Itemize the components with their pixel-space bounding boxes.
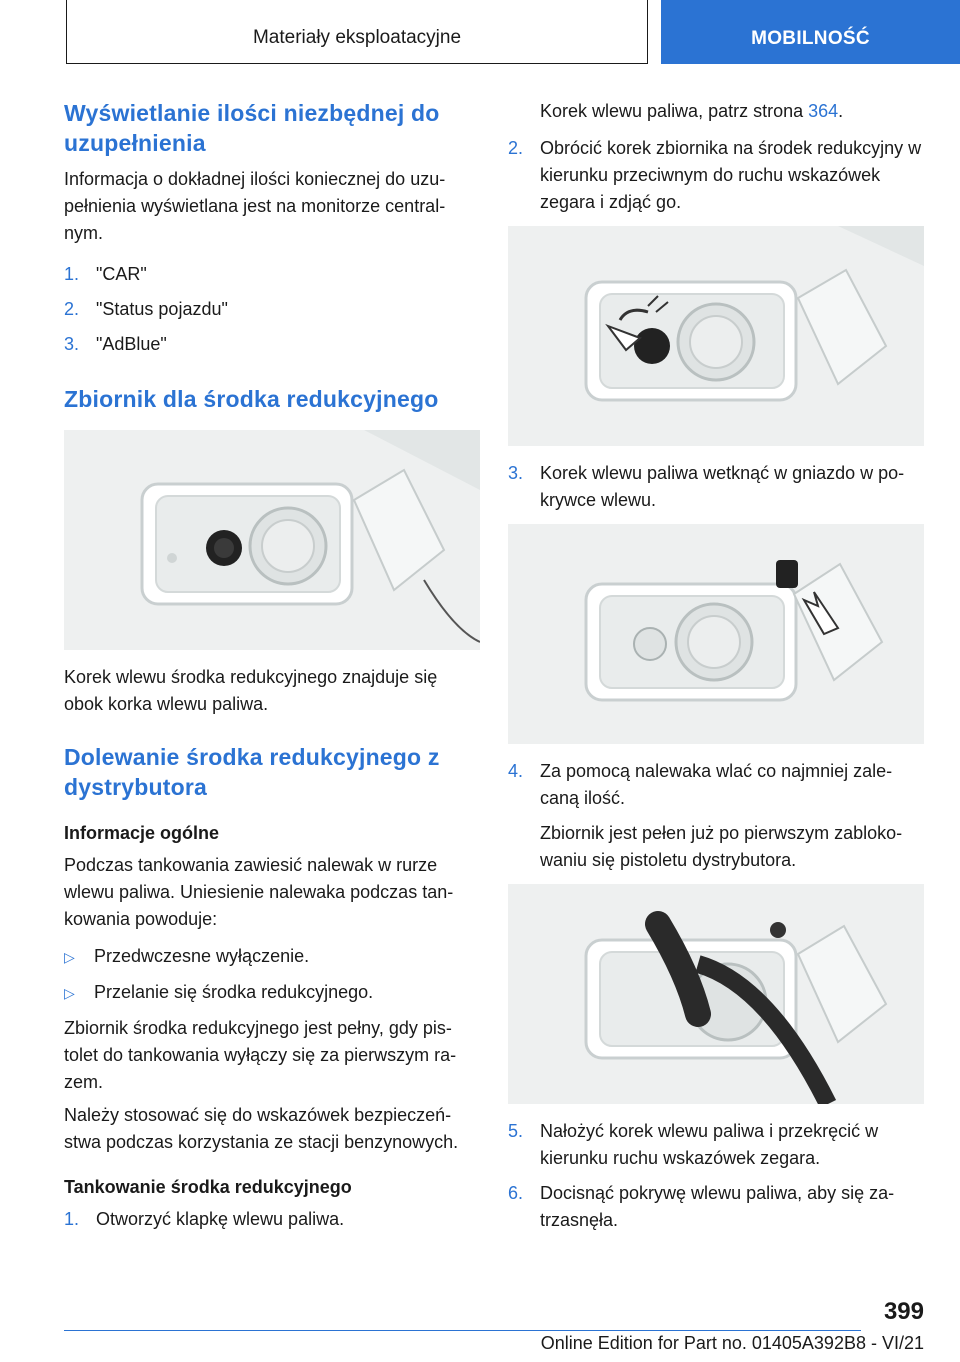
list-number: 3.: [508, 463, 524, 483]
menu-path-list: [64, 261, 480, 358]
paragraph-step1-continuation: [508, 98, 928, 125]
header-chapter-label: MOBILNOŚĆ: [751, 28, 870, 49]
figure-nozzle: [508, 884, 924, 1104]
list-item: [508, 460, 928, 514]
list-text: Za pomocą nalewaka wlać co najmniej zale-caną ilość.: [540, 761, 893, 808]
list-text: Docisnąć pokrywę wlewu paliwa, aby się za-trzasnęła.: [540, 1183, 895, 1230]
list-item: [508, 1118, 928, 1172]
header-section-tab: [66, 0, 648, 64]
paragraph-step4-note: Zbiornik jest pełen już po pierwszym zabloko-waniu się pistoletu dystrybutora.: [540, 823, 903, 870]
list-number: 3.: [64, 334, 80, 354]
header-section-label: Materiały eksploatacyjne: [252, 27, 462, 48]
step1-cont-end: .: [838, 101, 844, 121]
list-text: Korek wlewu paliwa wetknąć w gniazdo w po-krywce wlewu.: [540, 463, 905, 510]
triangle-bullet-icon: ▷: [64, 985, 75, 1001]
list-item: [508, 758, 928, 812]
list-text: "CAR": [96, 264, 147, 284]
page-number: 399: [883, 1298, 924, 1325]
list-text: Nałożyć korek wlewu paliwa i przekręcić w kierunku ruchu wskazówek zegara.: [540, 1121, 879, 1168]
left-column: [64, 98, 480, 1241]
heading-general-info: Informacje ogólne: [64, 823, 220, 843]
list-text: "Status pojazdu": [96, 299, 228, 319]
list-item: [64, 261, 480, 288]
list-text: "AdBlue": [96, 334, 167, 354]
heading-tank: Zbiornik dla środka redukcyjnego: [64, 386, 439, 412]
list-number: 1.: [64, 1209, 80, 1229]
list-item: [64, 1206, 480, 1233]
list-number: 4.: [508, 761, 524, 781]
list-number: 2.: [64, 299, 80, 319]
heading-display-quantity: Wyświetlanie ilości niezbędnej do uzupełnienia: [64, 100, 440, 156]
list-number: 1.: [64, 264, 80, 284]
step1-cont-text: Korek wlewu paliwa, patrz strona: [540, 101, 809, 121]
list-text: Obrócić korek zbiornika na środek redukcyjny w kierunku przeciwnym do ruchu wskazówek zegara i zdjąć go.: [540, 138, 922, 212]
list-item: [508, 1180, 928, 1234]
list-item: [64, 979, 480, 1007]
heading-fueling: Tankowanie środka redukcyjnego: [64, 1177, 352, 1197]
heading-refill: Dolewanie środka redukcyjnego z dystrybutora: [64, 744, 440, 800]
paragraph-general-info: Podczas tankowania zawiesić nalewak w rurze wlewu paliwa. Uniesienie nalewaka podczas tan-kowania powoduje:: [64, 855, 454, 929]
paragraph-safety: Należy stosować się do wskazówek bezpieczeń-stwa podczas korzystania ze stacji benzynowych.: [64, 1105, 459, 1152]
paragraph-tank-full: Zbiornik środka redukcyjnego jest pełny, gdy pis-tolet do tankowania wyłączy się za pierwszym ra-zem.: [64, 1018, 457, 1092]
header-chapter-tab[interactable]: [661, 0, 960, 64]
figure-turn-cap: [508, 226, 924, 446]
figure-cap-holder: [508, 524, 924, 744]
list-item: [64, 943, 480, 971]
list-number: 6.: [508, 1183, 524, 1203]
list-number: 5.: [508, 1121, 524, 1141]
footer-divider: [64, 1330, 861, 1331]
right-column: [508, 98, 928, 1242]
page-link[interactable]: 364: [808, 101, 839, 121]
list-item: [508, 135, 928, 216]
list-item: [64, 296, 480, 323]
bullet-list: [64, 943, 480, 1007]
footer-edition: Online Edition for Part no. 01405A392B8 - VI/21: [540, 1333, 924, 1353]
list-text: Przelanie się środka redukcyjnego.: [94, 982, 374, 1002]
list-text: Przedwczesne wyłączenie.: [94, 946, 310, 966]
list-text: Otworzyć klapkę wlewu paliwa.: [96, 1209, 345, 1229]
paragraph-display-info: Informacja o dokładnej ilości koniecznej do uzu-pełnienia wyświetlana jest na monitorze central-nym.: [64, 169, 446, 243]
list-number: 2.: [508, 138, 524, 158]
list-item: [64, 331, 480, 358]
triangle-bullet-icon: ▷: [64, 949, 75, 965]
paragraph-tank-location: Korek wlewu środka redukcyjnego znajduje się obok korka wlewu paliwa.: [64, 667, 438, 714]
figure-filler-caps: [64, 430, 480, 650]
